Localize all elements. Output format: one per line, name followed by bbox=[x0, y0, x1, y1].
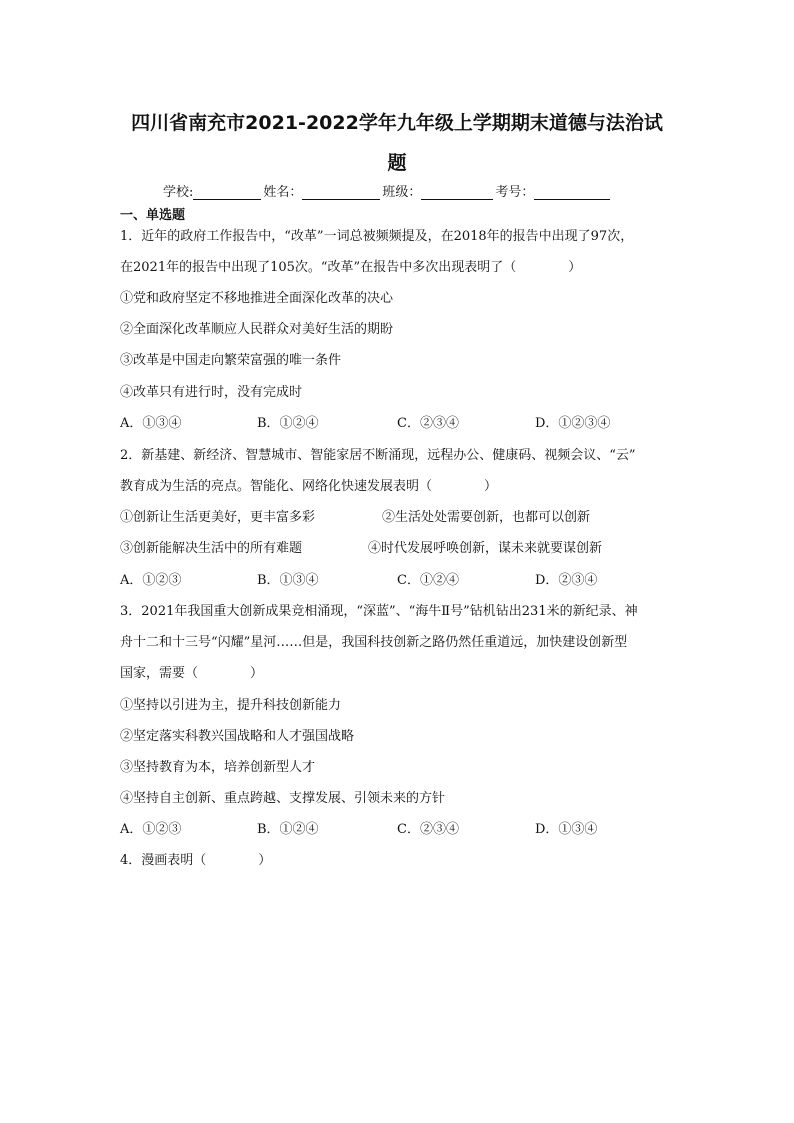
q2-statement-4: ④时代发展呼唤创新，谋未来就要谋创新 bbox=[368, 541, 603, 556]
q2-option-d[interactable]: D．②③④ bbox=[535, 573, 598, 588]
exam-title-line2: 题 bbox=[387, 152, 407, 174]
q2-statement-1: ①创新让生活更美好，更丰富多彩 bbox=[120, 510, 316, 525]
q1-option-b[interactable]: B．①②④ bbox=[257, 416, 319, 431]
name-label: 姓名： bbox=[263, 185, 303, 200]
q1-statement-4: ④改革只有进行时，没有完成时 bbox=[120, 385, 303, 400]
q3-stem-line2: 舟十二和十三号“闪耀”星河……但是，我国科技创新之路仍然任重道远，加快建设创新型 bbox=[120, 635, 628, 650]
q3-stem-close: ） bbox=[250, 666, 264, 681]
name-blank bbox=[302, 185, 380, 200]
number-blank bbox=[534, 185, 610, 200]
class-blank bbox=[421, 185, 493, 200]
section-heading: 一、单选题 bbox=[120, 208, 186, 223]
q2-option-c[interactable]: C．①②④ bbox=[397, 573, 459, 588]
q3-stem-text: 国家，需要（ bbox=[120, 666, 199, 681]
school-blank bbox=[193, 185, 261, 200]
q1-statement-1: ①党和政府坚定不移地推进全面深化改革的决心 bbox=[120, 291, 394, 306]
q3-stem-line3 bbox=[120, 666, 263, 682]
q3-statement-1: ①坚持以引进为主，提升科技创新能力 bbox=[120, 698, 342, 713]
class-label: 班级： bbox=[382, 185, 422, 200]
q1-option-a[interactable]: A．①③④ bbox=[120, 416, 182, 431]
q2-option-b[interactable]: B．①③④ bbox=[257, 573, 319, 588]
q1-option-c[interactable]: C．②③④ bbox=[397, 416, 459, 431]
q1-option-d[interactable]: D．①②③④ bbox=[535, 416, 611, 431]
q3-option-a[interactable]: A．①②③ bbox=[120, 822, 182, 837]
student-info-line bbox=[163, 181, 612, 200]
exam-title-line1: 四川省南充市2021-2022学年九年级上学期期末道德与法治试 bbox=[131, 112, 663, 134]
q2-stem-text: 教育成为生活的亮点。智能化、网络化快速发展表明（ bbox=[120, 479, 433, 494]
q1-stem-close: ） bbox=[568, 260, 582, 275]
q2-stem-line2 bbox=[120, 479, 497, 495]
q3-statement-3: ③坚持教育为本，培养创新型人才 bbox=[120, 760, 316, 775]
q1-stem-line2 bbox=[120, 260, 581, 276]
q1-stem-text: 在2021年的报告中出现了105次。“改革”在报告中多次出现表明了（ bbox=[120, 260, 517, 275]
q4-stem-close: ） bbox=[258, 853, 272, 868]
q2-stem-line1: 2．新基建、新经济、智慧城市、智能家居不断涌现，远程办公、健康码、视频会议、“云” bbox=[120, 448, 636, 463]
q1-stem-line1: 1．近年的政府工作报告中，“改革”一词总被频频提及，在2018年的报告中出现了97次， bbox=[120, 229, 634, 244]
school-label: 学校: bbox=[163, 185, 194, 200]
q3-statement-2: ②坚定落实科教兴国战略和人才强国战略 bbox=[120, 729, 355, 744]
q3-option-c[interactable]: C．②③④ bbox=[397, 822, 459, 837]
q2-statement-3: ③创新能解决生活中的所有难题 bbox=[120, 541, 303, 556]
number-label: 考号： bbox=[495, 185, 535, 200]
q2-stem-close: ） bbox=[484, 479, 498, 494]
q3-option-b[interactable]: B．①②④ bbox=[257, 822, 319, 837]
q4-stem bbox=[120, 853, 271, 869]
q1-statement-3: ③改革是中国走向繁荣富强的唯一条件 bbox=[120, 353, 342, 368]
q2-option-a[interactable]: A．①②③ bbox=[120, 573, 182, 588]
q3-option-d[interactable]: D．①③④ bbox=[535, 822, 598, 837]
q3-stem-line1: 3．2021年我国重大创新成果竞相涌现，“深蓝”、“海牛Ⅱ号”钻机钻出231米的新纪录、神 bbox=[120, 604, 638, 619]
q4-stem-text: 4．漫画表明（ bbox=[120, 853, 207, 868]
q3-statement-4: ④坚持自主创新、重点跨越、支撑发展、引领未来的方针 bbox=[120, 791, 446, 806]
q2-statement-2: ②生活处处需要创新，也都可以创新 bbox=[382, 510, 591, 525]
q1-statement-2: ②全面深化改革顺应人民群众对美好生活的期盼 bbox=[120, 322, 394, 337]
